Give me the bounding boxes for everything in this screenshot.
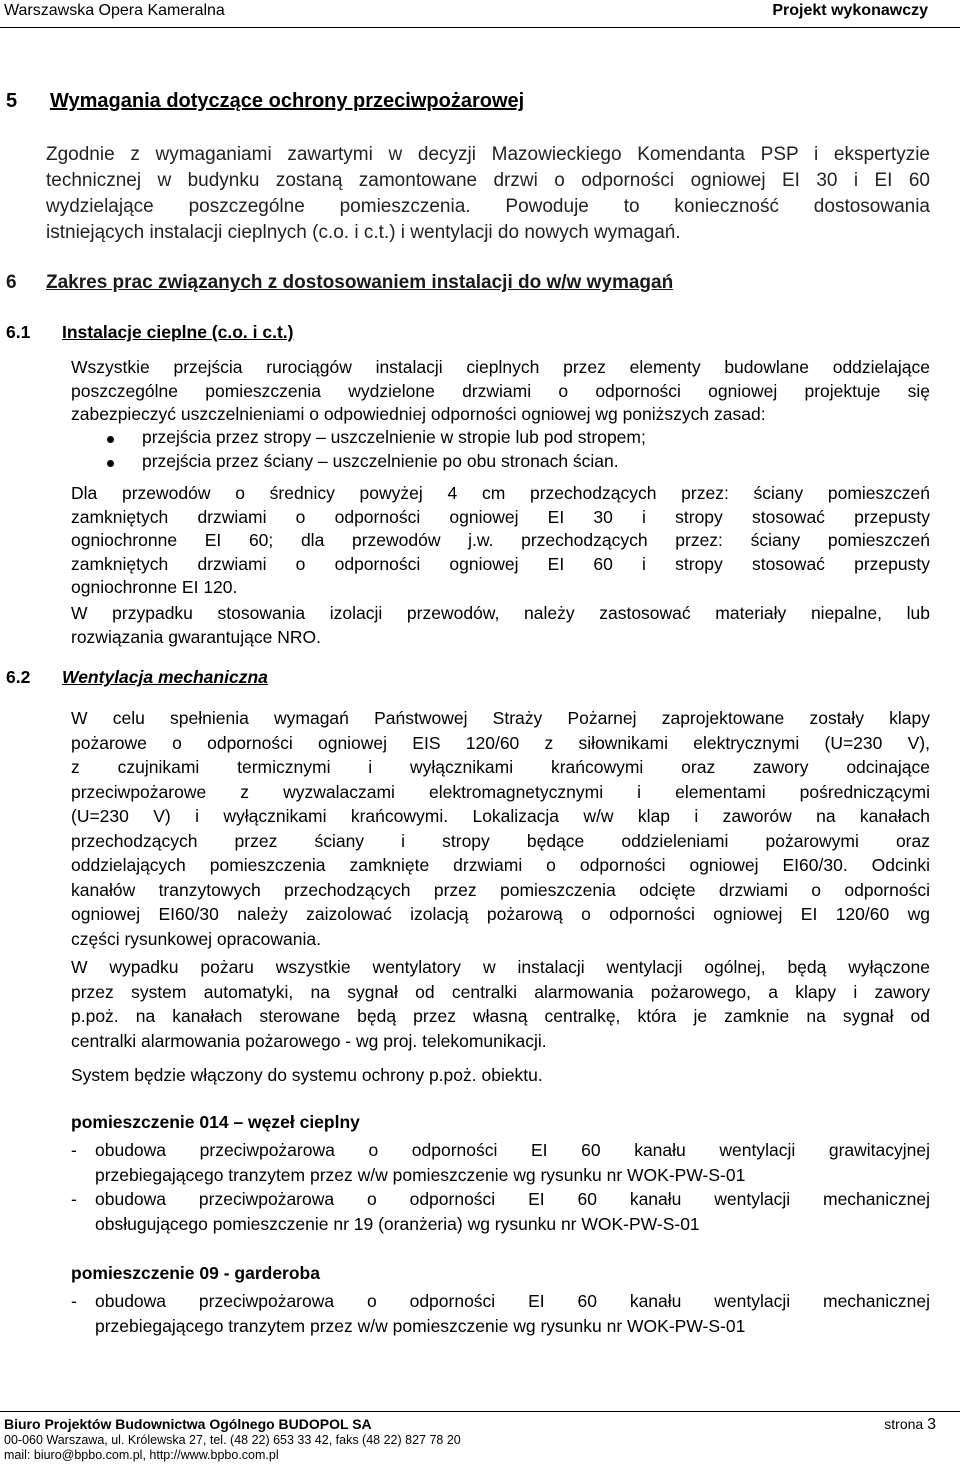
footer-contact: mail: biuro@bpbo.com.pl, http://www.bpbo.com.pl: [4, 1448, 279, 1462]
section-6-2-number: 6.2: [6, 667, 31, 687]
section-6-2-title: Wentylacja mechaniczna: [62, 667, 268, 687]
header-divider: [0, 27, 960, 28]
section-5-number: 5: [6, 90, 18, 112]
paragraph-line: W przypadku stosowania izolacji przewodów, należy zastosować materiały niepalne, lub: [71, 603, 930, 623]
section-6-title: Zakres prac związanych z dostosowaniem instalacji do w/w wymagań: [46, 272, 674, 293]
paragraph-line: przebiegającego tranzytem przez w/w pomieszczenie wg rysunku nr WOK-PW-S-01: [95, 1164, 746, 1185]
paragraph-line: p.poż. na kanałach sterowane będą przez własną centralkę, która je zamknie na sygnał od: [71, 1006, 930, 1026]
paragraph-line: pożarowe o odporności ogniowej EIS 120/60 z siłownikami elektrycznymi (U=230 V),: [71, 732, 930, 753]
section-6-1-title: Instalacje cieplne (c.o. i c.t.): [62, 322, 294, 342]
paragraph-line: centralki alarmowania pożarowego - wg proj. telekomunikacji.: [71, 1030, 547, 1051]
dash-marker: -: [71, 1140, 77, 1160]
paragraph-line: ogniochronne EI 60; dla przewodów j.w. przechodzących przez: ściany pomieszczeń: [71, 530, 930, 550]
bullet-icon: [107, 460, 114, 467]
bullet-list: [71, 427, 930, 474]
paragraph-line: Wszystkie przejścia rurociągów instalacji cieplnych przez elementy budowlane oddzielające: [71, 357, 930, 377]
paragraph-line: wydzielające poszczególne pomieszczenia. Powoduje to konieczność dostosowania: [46, 196, 930, 217]
paragraph-line: zabezpieczyć uszczelnieniami o odpowiedniej odporności ogniowej wg poniższych zasad:: [71, 404, 766, 424]
paragraph-line: przechodzących przez ściany i stropy będące oddzieleniami pożarowymi oraz: [71, 830, 930, 851]
section-6-1-heading: [0, 322, 960, 346]
paragraph-line: obudowa przeciwpożarowa o odporności EI 60 kanału wentylacji grawitacyjnej: [95, 1140, 930, 1160]
paragraph-line: przeciwpożarowe z wyzwalaczami elektromagnetycznymi i elementami pośredniczącymi: [71, 781, 930, 802]
page-number: [884, 1416, 936, 1434]
section-5-paragraph: [46, 142, 930, 246]
footer-company: Biuro Projektów Budownictwa Ogólnego BUDOPOL SA: [4, 1416, 372, 1432]
bullet-text: przejścia przez stropy – uszczelnienie w stropie lub pod stropem;: [142, 427, 646, 447]
paragraph-line: przebiegającego tranzytem przez w/w pomieszczenie wg rysunku nr WOK-PW-S-01: [95, 1315, 746, 1336]
list-item: [71, 427, 930, 451]
list-item: [71, 451, 930, 475]
footer-address: 00-060 Warszawa, ul. Królewska 27, tel. (48 22) 653 33 42, faks (48 22) 827 78 20: [4, 1433, 461, 1447]
dash-marker: -: [71, 1291, 77, 1311]
paragraph-line: rozwiązania gwarantujące NRO.: [71, 626, 321, 647]
paragraph-line: zamkniętych drzwiami o odporności ogniowej EI 30 i stropy stosować przepusty: [71, 506, 930, 527]
paragraph-line: obudowa przeciwpożarowa o odporności EI 60 kanału wentylacji mechanicznej: [95, 1189, 930, 1209]
bullet-text: przejścia przez ściany – uszczelnienie po obu stronach ścian.: [142, 450, 619, 471]
section-6-1-number: 6.1: [6, 322, 31, 342]
page-label: strona: [884, 1416, 924, 1432]
paragraph-line: (U=230 V) i wyłącznikami krańcowymi. Lokalizacja w/w klap i zaworów na kanałach: [71, 806, 930, 826]
paragraph-line: kanałów tranzytowych przechodzących przez pomieszczenia odcięte drzwiami o odporności: [71, 879, 930, 900]
bullet-icon: [107, 436, 114, 443]
section-6-2-heading: [0, 667, 960, 691]
paragraph-line: przez system automatyki, na sygnał od centralki alarmowania pożarowego, a klapy i zawory: [71, 981, 930, 1002]
paragraph-line: z czujnikami termicznymi i wyłącznikami krańcowymi oraz zawory odcinające: [71, 757, 930, 777]
paragraph-line: obsługującego pomieszczenie nr 19 (oranżeria) wg rysunku nr WOK-PW-S-01: [95, 1213, 700, 1234]
paragraph-line: części rysunkowej opracowania.: [71, 928, 321, 949]
page-footer: [0, 1400, 960, 1466]
room-09-title: pomieszczenie 09 - garderoba: [71, 1263, 320, 1283]
paragraph-line: W wypadku pożaru wszystkie wentylatory w instalacji wentylacji ogólnej, będą wyłączone: [71, 957, 930, 977]
paragraph-line: ogniochronne EI 120.: [71, 577, 238, 597]
paragraph-line: technicznej w budynku zostaną zamontowane drzwi o odporności ogniowej EI 30 i EI 60: [46, 170, 930, 191]
footer-divider: [0, 1411, 960, 1412]
page-header: [0, 0, 960, 28]
paragraph-line: Dla przewodów o średnicy powyżej 4 cm przechodzących przez: ściany pomieszczeń: [71, 483, 930, 503]
paragraph-line: zamkniętych drzwiami o odporności ogniowej EI 60 i stropy stosować przepusty: [71, 553, 930, 574]
paragraph-line: ogniowej EI60/30 należy zaizolować izolacją pożarową o odporności ogniowej EI 120/60 wg: [71, 904, 930, 924]
room-014-title: pomieszczenie 014 – węzeł cieplny: [71, 1112, 360, 1132]
section-6-number: 6: [6, 272, 17, 293]
section-5-title: Wymagania dotyczące ochrony przeciwpożarowej: [50, 90, 525, 112]
section-6-1-paragraph-2: [71, 482, 930, 600]
section-6-2-paragraph-2: [71, 955, 930, 1053]
header-project-name: Warszawska Opera Kameralna: [4, 2, 225, 19]
paragraph-line: W celu spełnienia wymagań Państwowej Straży Pożarnej zaprojektowane zostały klapy: [71, 708, 930, 728]
paragraph-line: Zgodnie z wymaganiami zawartymi w decyzji Mazowieckiego Komendanta PSP i ekspertyzie: [46, 144, 930, 165]
header-doc-type: Projekt wykonawczy: [772, 2, 928, 19]
paragraph-line: istniejących instalacji cieplnych (c.o. i c.t.) i wentylacji do nowych wymagań.: [46, 222, 681, 243]
page-number-value: 3: [927, 1416, 936, 1433]
section-6-1-intro: [71, 356, 930, 427]
paragraph-line: oddzielających pomieszczenia zamknięte drzwiami o odporności ogniowej EI60/30. Odcinki: [71, 855, 930, 875]
paragraph-line: poszczególne pomieszczenia wydzielone drzwiami o odporności ogniowej projektuje się: [71, 380, 930, 401]
section-6-1-paragraph-3: [71, 602, 930, 649]
dash-marker: -: [71, 1189, 77, 1209]
section-6-heading: [0, 272, 960, 298]
section-6-2-paragraph-1: [71, 706, 930, 951]
paragraph-line: System będzie włączony do systemu ochrony p.poż. obiektu.: [71, 1065, 543, 1085]
paragraph-line: obudowa przeciwpożarowa o odporności EI 60 kanału wentylacji mechanicznej: [95, 1291, 930, 1311]
section-5-heading: [0, 90, 960, 116]
section-6-2-paragraph-3: [71, 1063, 930, 1088]
